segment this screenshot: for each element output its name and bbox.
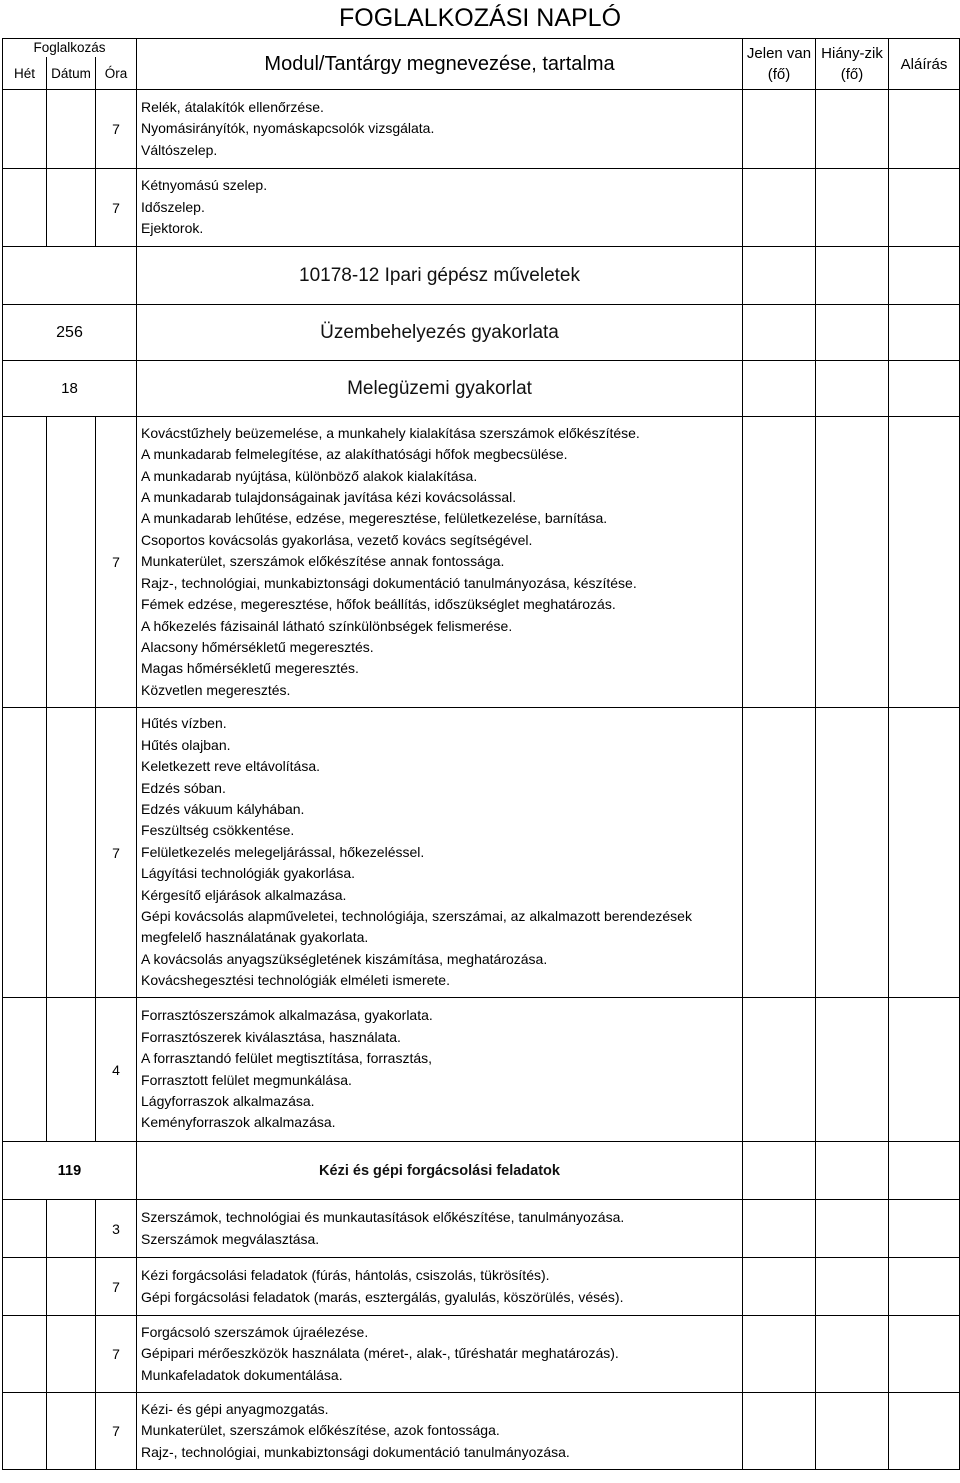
header-het: Hét — [3, 57, 47, 90]
description-line: A munkadarab lehűtése, edzése, megeresztése, felületkezelése, barnítása. — [141, 510, 608, 527]
table-row — [3, 1200, 960, 1258]
row-description — [137, 708, 743, 998]
description-line: Keletkezett reve eltávolítása. — [141, 758, 321, 775]
description-line: Munkaterület, szerszámok előkészítése, azok fontossága. — [141, 1422, 500, 1439]
description-line: Relék, átalakítók ellenőrzése. — [141, 98, 324, 115]
description-line: Gépi kovácsolás alapműveletei, technológiája, szerszámai, az alkalmazott berendezések — [141, 908, 692, 925]
row-description — [137, 417, 743, 708]
row-hours: 7 — [96, 708, 137, 998]
header-datum: Dátum — [47, 57, 96, 90]
table-row — [3, 1316, 960, 1393]
row-description — [137, 1393, 743, 1470]
description-line: Hűtés vízben. — [141, 715, 227, 732]
topic-row — [3, 1142, 960, 1200]
table-row — [3, 1393, 960, 1470]
description-line: Rajz-, technológiai, munkabiztonsági dokumentáció tanulmányozása. — [141, 1443, 570, 1460]
topic-hours: 18 — [3, 361, 137, 417]
module-title: 10178-12 Ipari gépész műveletek — [137, 247, 743, 305]
description-line: Forgácsoló szerszámok újraélezése. — [141, 1323, 369, 1340]
row-hours: 7 — [96, 417, 137, 708]
description-line: Kézi forgácsolási feladatok (fúrás, hántolás, csiszolás, tükrösítés). — [141, 1267, 550, 1284]
header-jelen: Jelen van (fő) — [743, 39, 816, 90]
row-description — [137, 169, 743, 247]
header-foglalkozas: Foglalkozás — [3, 39, 137, 58]
row-hours: 7 — [96, 1393, 137, 1470]
description-line: Időszelep. — [141, 198, 205, 215]
description-line: Kérgesítő eljárások alkalmazása. — [141, 886, 347, 903]
table-row — [3, 169, 960, 247]
row-hours: 4 — [96, 998, 137, 1142]
description-line: A munkadarab felmelegítése, az alakíthatósági hőfok megbecsülése. — [141, 446, 568, 463]
description-line: Kovácshegesztési technológiák elméleti ismerete. — [141, 972, 450, 989]
row-description — [137, 1200, 743, 1258]
table-row — [3, 417, 960, 708]
description-line: Munkaterület, szerszámok előkészítése annak fontossága. — [141, 553, 505, 570]
description-line: Forrasztott felület megmunkálása. — [141, 1071, 352, 1088]
description-line: Váltószelep. — [141, 141, 218, 158]
topic-title: Melegüzemi gyakorlat — [137, 361, 743, 417]
header-alairas: Aláírás — [889, 39, 960, 90]
description-line: Feszültség csökkentése. — [141, 822, 295, 839]
subject-hours: 256 — [3, 305, 137, 361]
description-line: Lágyforraszok alkalmazása. — [141, 1092, 315, 1109]
row-hours: 7 — [96, 1316, 137, 1393]
subject-title: Üzembehelyezés gyakorlata — [137, 305, 743, 361]
description-line: Edzés sóban. — [141, 779, 226, 796]
topic-row — [3, 361, 960, 417]
subject-row — [3, 305, 960, 361]
description-line: Alacsony hőmérsékletű megeresztés. — [141, 638, 374, 655]
description-line: Fémek edzése, megeresztése, hőfok beállítás, időszükséglet meghatározás. — [141, 596, 616, 613]
description-line: A kovácsolás anyagszükségletének kiszámítása, meghatározása. — [141, 950, 548, 967]
row-description — [137, 998, 743, 1142]
description-line: Rajz-, technológiai, munkabiztonsági dokumentáció tanulmányozása, készítése. — [141, 574, 637, 591]
row-description — [137, 1258, 743, 1316]
description-line: A munkadarab nyújtása, különböző alakok kialakítása. — [141, 467, 478, 484]
description-line: Kézi- és gépi anyagmozgatás. — [141, 1400, 329, 1417]
table-row — [3, 708, 960, 998]
header-hiany: Hiány-zik (fő) — [816, 39, 889, 90]
header-ora: Óra — [96, 57, 137, 90]
description-line: Nyomásirányítók, nyomáskapcsolók vizsgálata. — [141, 120, 435, 137]
topic-title: Kézi és gépi forgácsolási feladatok — [137, 1142, 743, 1200]
description-line: A forrasztandó felület megtisztítása, forrasztás, — [141, 1050, 433, 1067]
row-hours: 7 — [96, 169, 137, 247]
description-line: Szerszámok megválasztása. — [141, 1230, 320, 1247]
description-line: Felületkezelés melegeljárással, hőkezeléssel. — [141, 843, 425, 860]
description-line: Keményforraszok alkalmazása. — [141, 1114, 336, 1131]
description-line: A hőkezelés fázisainál látható színkülönbségek felismerése. — [141, 617, 513, 634]
description-line: Kovácstűzhely beüzemelése, a munkahely kialakítása szerszámok előkészítése. — [141, 424, 640, 441]
row-hours: 7 — [96, 1258, 137, 1316]
description-line: Ejektorok. — [141, 220, 204, 237]
description-line: Edzés vákuum kályhában. — [141, 800, 305, 817]
description-line: Gépi forgácsolási feladatok (marás, esztergálás, gyalulás, köszörülés, vésés). — [141, 1288, 624, 1305]
description-line: Kétnyomású szelep. — [141, 177, 268, 194]
description-line: Forrasztószerek kiválasztása, használata. — [141, 1028, 401, 1045]
module-row — [3, 247, 960, 305]
topic-hours: 119 — [3, 1142, 137, 1200]
table-row — [3, 90, 960, 169]
description-line: Gépipari mérőeszközök használata (méret-, alak-, tűréshatár meghatározás). — [141, 1345, 619, 1362]
description-line: megfelelő használatának gyakorlata. — [141, 929, 369, 946]
description-line: Hűtés olajban. — [141, 736, 231, 753]
page-title: FOGLALKOZÁSI NAPLÓ — [338, 4, 622, 32]
description-line: Forrasztószerszámok alkalmazása, gyakorlata. — [141, 1007, 433, 1024]
row-hours: 3 — [96, 1200, 137, 1258]
header-modul: Modul/Tantárgy megnevezése, tartalma — [137, 39, 743, 90]
row-hours: 7 — [96, 90, 137, 169]
description-line: A munkadarab tulajdonságainak javítása kézi kovácsolással. — [141, 489, 517, 506]
description-line: Szerszámok, technológiai és munkautasítások előkészítése, tanulmányozása. — [141, 1209, 625, 1226]
row-description — [137, 90, 743, 169]
description-line: Csoportos kovácsolás gyakorlása, vezető kovács segítségével. — [141, 531, 533, 548]
row-description — [137, 1316, 743, 1393]
log-table — [2, 38, 960, 1470]
description-line: Munkafeladatok dokumentálása. — [141, 1366, 343, 1383]
description-line: Közvetlen megeresztés. — [141, 681, 291, 698]
table-row — [3, 1258, 960, 1316]
table-row — [3, 998, 960, 1142]
header-row-top — [3, 39, 960, 58]
description-line: Lágyítási technológiák gyakorlása. — [141, 865, 356, 882]
description-line: Magas hőmérsékletű megeresztés. — [141, 660, 359, 677]
